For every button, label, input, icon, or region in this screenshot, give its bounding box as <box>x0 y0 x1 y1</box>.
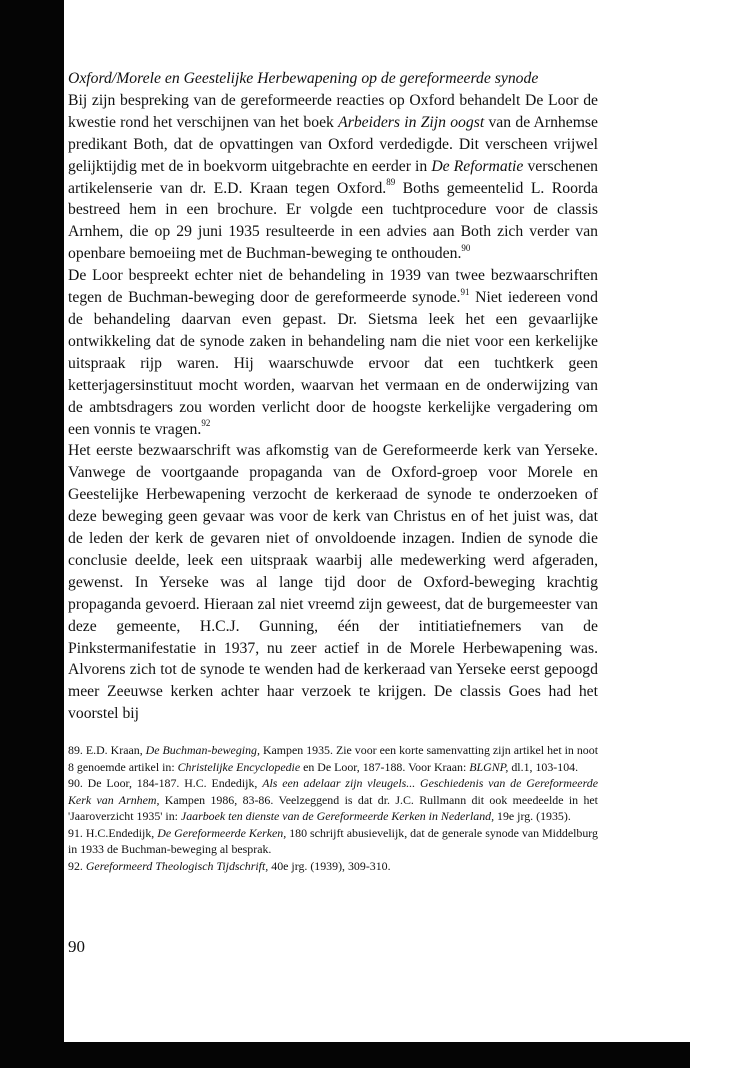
footnote-ref-90: 90 <box>461 243 471 254</box>
scan-border-bottom <box>64 1042 690 1068</box>
section-heading: Oxford/Morele en Geestelijke Herbewapening op de gereformeerde synode <box>68 70 539 87</box>
footnote-ref-89: 89 <box>386 177 396 188</box>
paragraph-3: Het eerste bezwaarschrift was afkomstig van de Gereformeerde kerk van Yerseke. Vanwege de voortgaande propaganda van de Oxford-groep voor Morele en Geestelijke Herbewapening verzocht de kerkeraad de synode te onderzoeken of deze beweging geen gevaar was voor de kerk van Christus en of het juist was, dat de leden der kerk de gevaren niet of onvoldoende inzagen. Indien de synode die conclusie deelde, leek een uitspraak waarbij alle medewerking werd afgeraden, gewenst. In Yerseke was al lange tijd door de Oxford-beweging krachtig propaganda gevoerd. Hieraan zal niet vreemd zijn geweest, dat de burgemeester van deze gemeente, H.C.J. Gunning, één der intitiatiefnemers van de Pinkstermanifestatie in 1937, nu zeer actief in de Morele Herbewapening was. Alvorens zich tot de synode te wenden had de kerkeraad van Yerseke eerst gepoogd meer Zeeuwse kerken achter haar verzoek te krijgen. De classis Goes had het voorstel bij <box>68 442 598 723</box>
footnote-91: 91. H.C.Endedijk, De Gereformeerde Kerken, 180 schrijft abusievelijk, dat de generale synode van Middelburg in 1933 de Buchman-beweging al besprak. <box>68 825 599 856</box>
footnote-89: 89. E.D. Kraan, De Buchman-beweging, Kampen 1935. Zie voor een korte samenvatting zijn artikel het in noot 8 genoemde artikel in: Christelijke Encyclopedie en De Loor, 187-188. Voor Kraan: BLGNP, dl.1, 103-104. <box>68 743 598 774</box>
paragraph-1: Bij zijn bespreking van de gereformeerde reacties op Oxford behandelt De Loor de kwestie rond het verschijnen van het boek Arbeiders in Zijn oogst van de Arnhemse predikant Both, dat de opvattingen van Oxford verdedigde. Dit verscheen vrijwel gelijktijdig met de in boekvorm uitgebrachte en eerder in De Reformatie verschenen artikelenserie van dr. E.D. Kraan tegen Oxford.$^{89}$ Boths gemeentelid L. Roorda bestreed hem in een brochure. Er volgde een tuchtprocedure voor de classis Arnhem, die op 29 juni 1935 resulteerde in een advies aan Both zich verder van openbare bemoeiing met de Buchman-beweging te onthouden.$^{90}$ <box>68 91 599 263</box>
footnote-90: 90. De Loor, 184-187. H.C. Endedijk, Als een adelaar zijn vleugels... Geschiedenis van de Gereformeerde Kerk van Arnhem, Kampen 1986, 83-86. Veelzeggend is dat dr. J.C. Rullmann dit ook meedeelde in het 'Jaaroverzicht 1935' in: Jaarboek ten dienste van de Gereformeerde Kerken in Nederland, 19e jrg. (1935). <box>68 776 598 823</box>
footnote-ref-92: 92 <box>201 418 211 429</box>
page-number: 90 <box>68 937 85 956</box>
scan-border-left <box>0 0 64 1068</box>
main-text <box>68 68 598 725</box>
footnotes <box>68 742 598 874</box>
footnote-ref-91: 91 <box>460 286 470 297</box>
footnote-92: 92. Gereformeerd Theologisch Tijdschrift, 40e jrg. (1939), 309-310. <box>68 858 391 873</box>
paragraph-2: De Loor bespreekt echter niet de behandeling in 1939 van twee bezwaarschriften tegen de Buchman-beweging door de gereformeerde synode.$^{91}$ Niet iedereen vond de behandeling daarvan even gepast. Dr. Sietsma leek het een gevaarlijke ontwikkeling dat de synode zaken in behandeling nam die niet voor een kerkelijke uitspraak rijp waren. Hij waarschuwde ervoor dat een tuchtkerk geen ketterjagersinstituut mocht worden, waarvan het vermaan en de onderwijzing van de ambtsdragers zou worden verlicht door de hoogste kerkelijke vergadering om een vonnis te vragen.$^{92}$ <box>68 267 598 438</box>
